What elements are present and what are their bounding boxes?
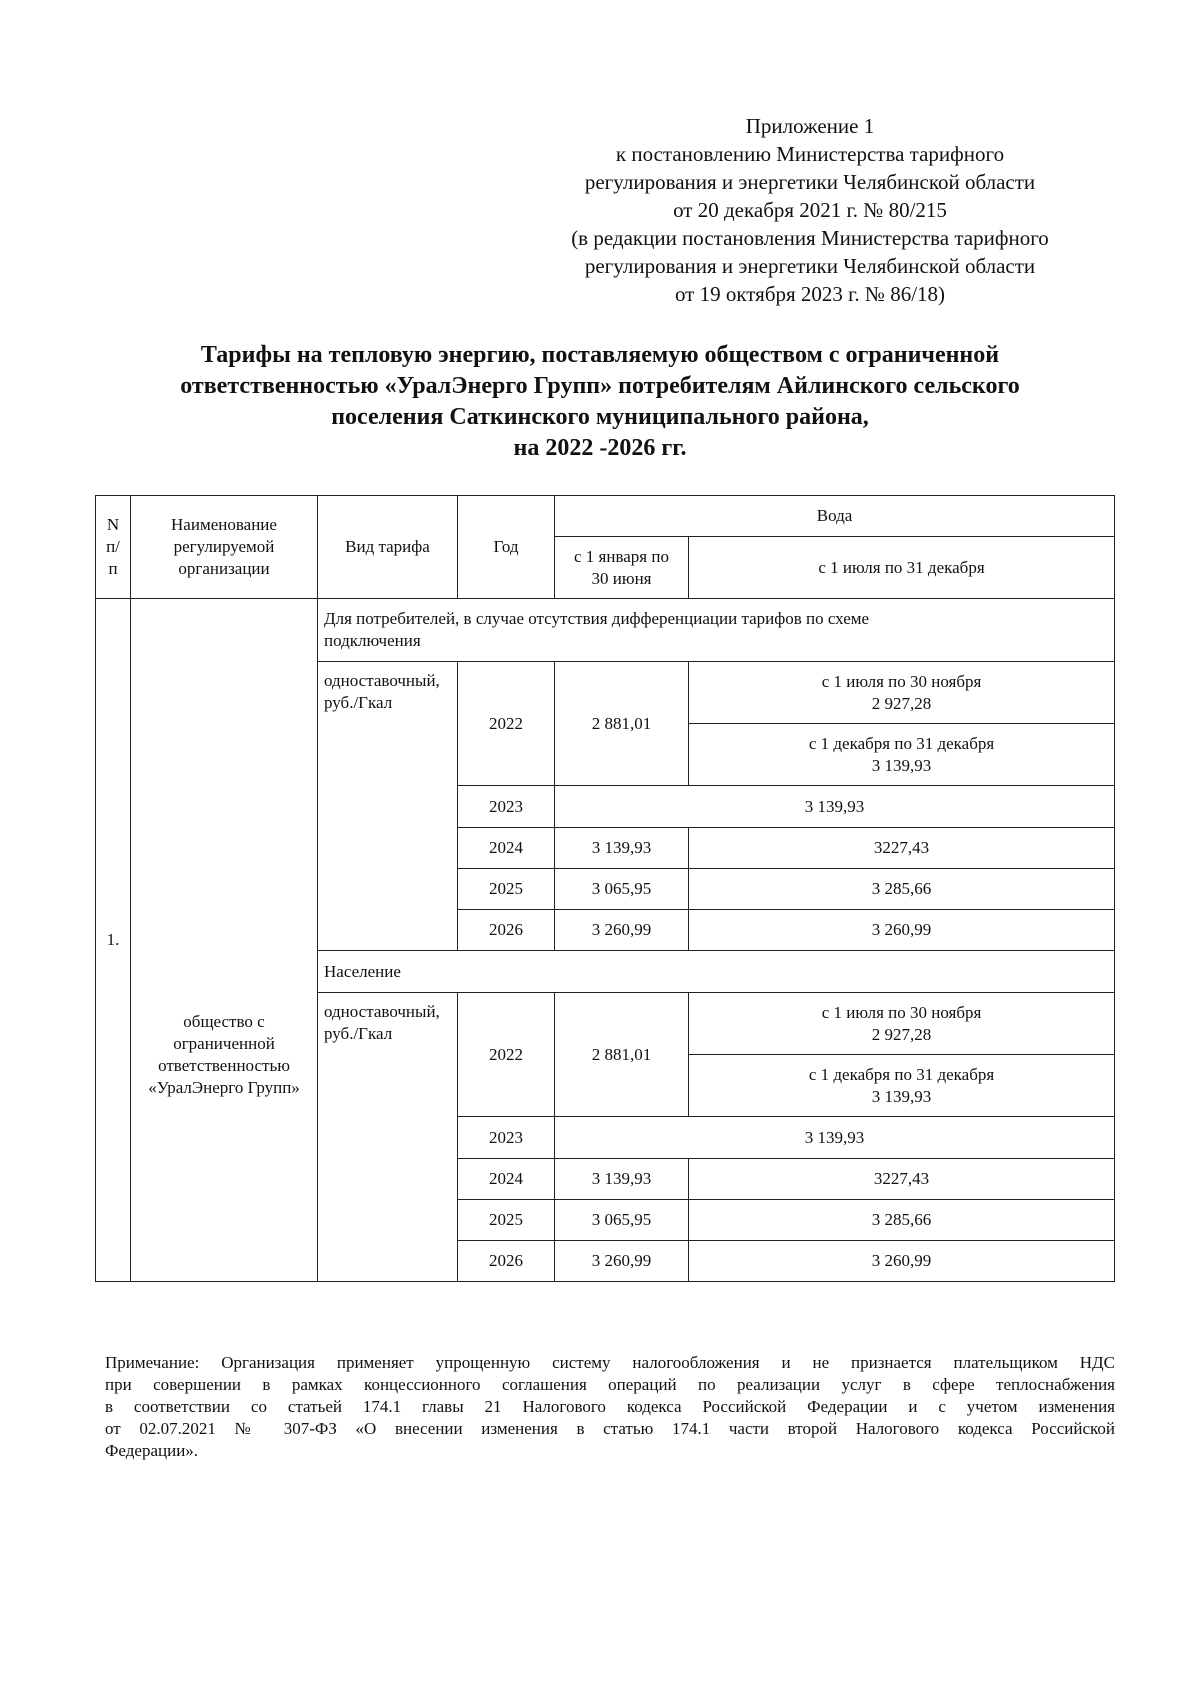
- cell-line: руб./Гкал: [324, 693, 393, 712]
- organization-name: [131, 599, 318, 1282]
- header-text: Наименование: [171, 515, 277, 534]
- subperiod-label: с 1 декабря по 31 декабря: [808, 1064, 995, 1084]
- year-cell: 2023: [458, 786, 555, 828]
- appendix-line: Приложение 1: [745, 114, 875, 138]
- header-number: [96, 496, 131, 599]
- value-h1: 3 139,93: [555, 1159, 689, 1200]
- header-text: 30 июня: [591, 568, 652, 588]
- value-h1: 2 881,01: [555, 662, 689, 786]
- header-row: [96, 496, 1115, 537]
- appendix-line: к постановлению Министерства тарифного: [615, 142, 1005, 166]
- header-text: регулируемой: [173, 537, 275, 556]
- title-line: ответственностью «УралЭнерго Групп» потребителям Айлинского сельского: [180, 373, 1020, 399]
- appendix-header: [520, 112, 1100, 308]
- cell-line: «УралЭнерго Групп»: [148, 1078, 300, 1097]
- tariff-type: [318, 993, 458, 1282]
- value-h2-subperiod: [689, 993, 1115, 1055]
- value-h1: 2 881,01: [555, 993, 689, 1117]
- header-text: N: [106, 515, 120, 534]
- year-cell: 2022: [458, 993, 555, 1117]
- year-cell: 2026: [458, 1241, 555, 1282]
- note-line: Примечание: Организация применяет упрощенную систему налогообложения и не признается плательщиком НДС: [105, 1353, 1115, 1372]
- subperiod-value: 2 927,28: [871, 1024, 932, 1044]
- value-h1: 3 139,93: [555, 828, 689, 869]
- title-line: на 2022 -2026 гг.: [513, 435, 687, 461]
- cell-line: одноставочный,: [324, 671, 440, 690]
- cell-line: общество с: [183, 1012, 265, 1031]
- subperiod-label: с 1 июля по 30 ноября: [821, 1002, 982, 1022]
- title-line: Тарифы на тепловую энергию, поставляемую обществом с ограниченной: [200, 342, 1000, 368]
- header-text: организации: [178, 559, 270, 578]
- note-line: при совершении в рамках концессионного соглашения операций по реализации услуг в сфере теплоснабжения: [105, 1375, 1115, 1394]
- cell-line: подключения: [324, 631, 421, 650]
- year-cell: 2023: [458, 1117, 555, 1159]
- value-h2: 3 260,99: [689, 910, 1115, 951]
- title-line: поселения Саткинского муниципального района,: [331, 404, 869, 430]
- header-period-1: [555, 537, 689, 599]
- value-h1: 3 260,99: [555, 910, 689, 951]
- subperiod-value: 2 927,28: [871, 693, 932, 713]
- appendix-line: регулирования и энергетики Челябинской области: [584, 170, 1036, 194]
- footnote: [105, 1352, 1115, 1462]
- tariff-type: [318, 662, 458, 951]
- header-text: с 1 января по: [574, 546, 669, 566]
- group-label-row: [96, 599, 1115, 662]
- year-cell: 2026: [458, 910, 555, 951]
- header-water: Вода: [555, 496, 1115, 537]
- appendix-line: (в редакции постановления Министерства тарифного: [571, 226, 1049, 250]
- value-h1: 3 065,95: [555, 869, 689, 910]
- row-number: 1.: [96, 599, 131, 1282]
- subperiod-value: 3 139,93: [871, 1086, 932, 1106]
- cell-line: Для потребителей, в случае отсутствия дифференциации тарифов по схеме: [324, 609, 870, 628]
- header-text: п/п: [106, 537, 120, 578]
- cell-line: ограниченной: [173, 1034, 275, 1053]
- cell-line: ответственностью: [158, 1056, 290, 1075]
- cell-line: руб./Гкал: [324, 1024, 393, 1043]
- tariff-table: [95, 495, 1115, 1282]
- value-h1: 3 065,95: [555, 1200, 689, 1241]
- cell-line: одноставочный,: [324, 1002, 440, 1021]
- year-cell: 2025: [458, 869, 555, 910]
- cell-line: Население: [324, 961, 401, 981]
- header-year: Год: [458, 496, 555, 599]
- value-merged: 3 139,93: [555, 1117, 1115, 1159]
- subperiod-label: с 1 июля по 30 ноября: [821, 671, 982, 691]
- appendix-line: регулирования и энергетики Челябинской области: [584, 254, 1036, 278]
- year-cell: 2025: [458, 1200, 555, 1241]
- note-line: от 02.07.2021 № 307-ФЗ «О внесении изменения в статью 174.1 части второй Налогового кодекса Российской: [105, 1419, 1115, 1438]
- value-h2: 3 285,66: [689, 1200, 1115, 1241]
- year-cell: 2024: [458, 1159, 555, 1200]
- value-h2: 3227,43: [689, 828, 1115, 869]
- note-line: в соответствии со статьей 174.1 главы 21 Налогового кодекса Российской Федерации и с учетом изменения: [105, 1397, 1115, 1416]
- document-title: [60, 340, 1140, 464]
- tariff-table-body: [96, 496, 1115, 1282]
- note-line: Федерации».: [105, 1441, 199, 1460]
- year-cell: 2022: [458, 662, 555, 786]
- header-tariff-type: Вид тарифа: [318, 496, 458, 599]
- group-label: [318, 951, 1115, 993]
- value-merged: 3 139,93: [555, 786, 1115, 828]
- value-h2-subperiod: [689, 724, 1115, 786]
- value-h1: 3 260,99: [555, 1241, 689, 1282]
- subperiod-label: с 1 декабря по 31 декабря: [808, 733, 995, 753]
- value-h2-subperiod: [689, 1055, 1115, 1117]
- header-organization: [131, 496, 318, 599]
- subperiod-value: 3 139,93: [871, 755, 932, 775]
- value-h2: 3 285,66: [689, 869, 1115, 910]
- appendix-line: от 19 октября 2023 г. № 86/18): [674, 282, 946, 306]
- header-period-2: с 1 июля по 31 декабря: [689, 537, 1115, 599]
- value-h2: 3 260,99: [689, 1241, 1115, 1282]
- group-label: [318, 599, 1115, 662]
- year-cell: 2024: [458, 828, 555, 869]
- value-h2: 3227,43: [689, 1159, 1115, 1200]
- value-h2-subperiod: [689, 662, 1115, 724]
- appendix-line: от 20 декабря 2021 г. № 80/215: [673, 198, 947, 222]
